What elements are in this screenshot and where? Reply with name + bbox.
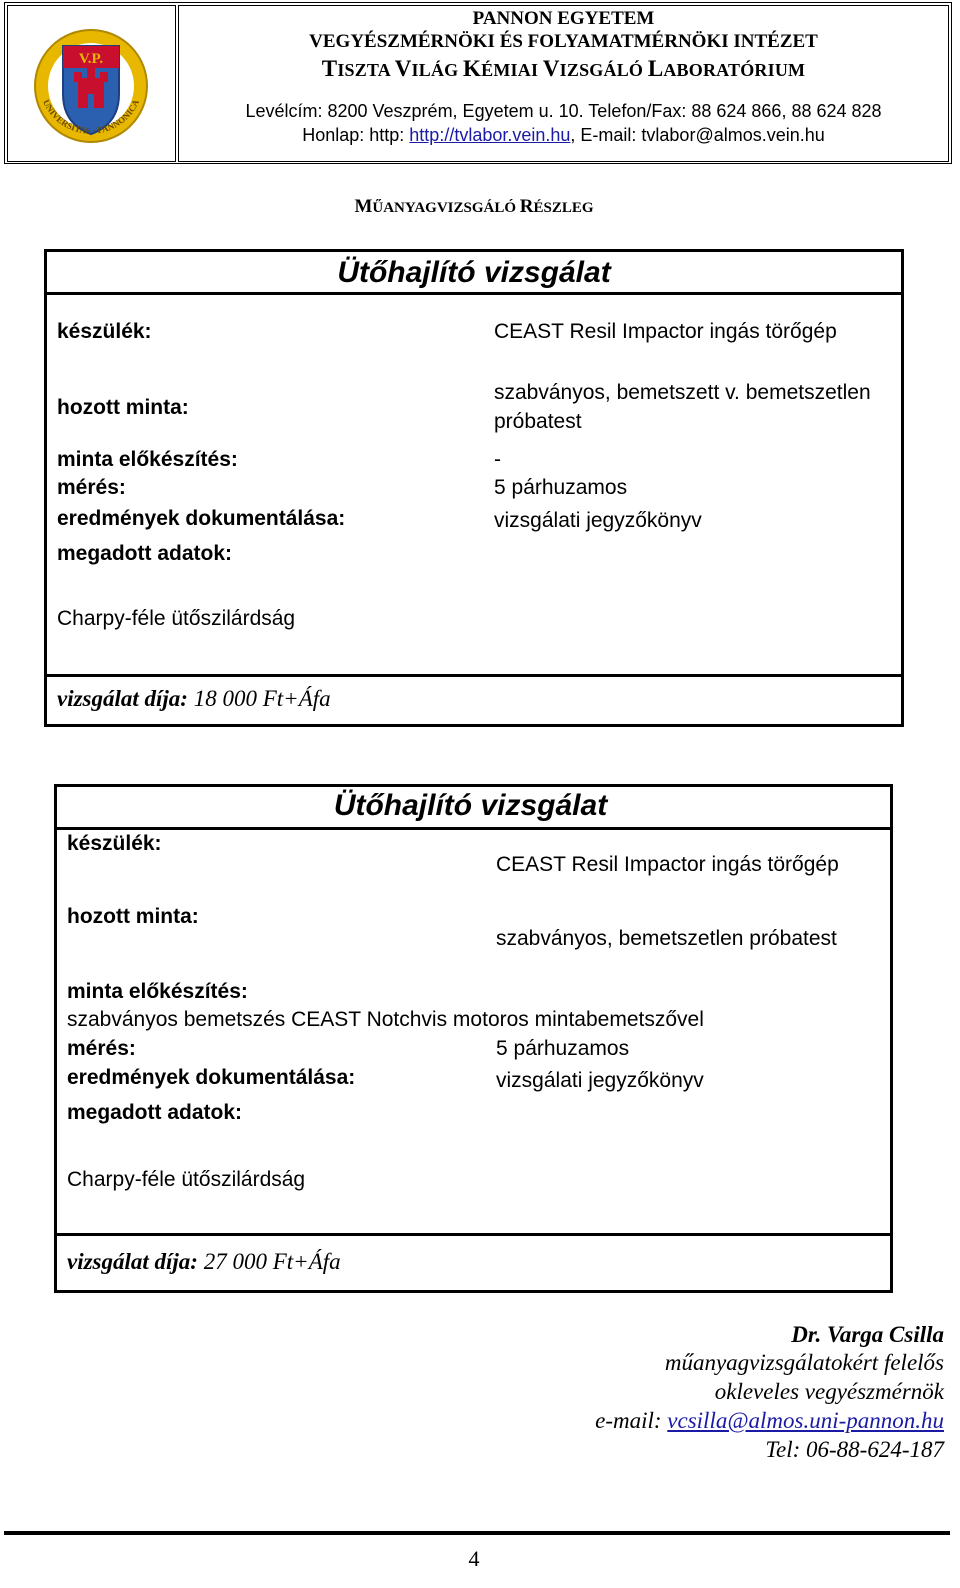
institute-name: VEGYÉSZMÉRNÖKI ÉS FOLYAMATMÉRNÖKI INTÉZET bbox=[309, 31, 818, 52]
divider bbox=[57, 1233, 890, 1236]
divider bbox=[47, 292, 901, 295]
fee-label: vizsgálat díja: bbox=[57, 686, 188, 711]
homepage-link[interactable]: http://tvlabor.vein.hu bbox=[409, 125, 571, 145]
signatory-phone: Tel: 06-88-624-187 bbox=[765, 1437, 944, 1462]
test-title: Ütőhajlító vizsgálat bbox=[337, 256, 611, 289]
results-label: eredmények dokumentálása: bbox=[67, 1066, 356, 1089]
logo-box bbox=[7, 5, 176, 162]
homepage-line: Honlap: http: http://tvlabor.vein.hu, E-mail: tvlabor@almos.vein.hu bbox=[302, 125, 825, 145]
logo-ring-text: UNIVERSITAS · PANNONICA bbox=[40, 97, 142, 136]
prep-value: - bbox=[494, 448, 501, 471]
prep-value: szabványos bemetszés CEAST Notchvis motoros mintabemetszővel bbox=[67, 1008, 704, 1031]
sample-label: hozott minta: bbox=[67, 905, 199, 928]
fee-value: 18 000 Ft+Áfa bbox=[187, 686, 331, 711]
results-label: eredmények dokumentálása: bbox=[57, 507, 346, 530]
sample-value: szabványos, bemetszetlen próbatest bbox=[496, 927, 837, 950]
device-value: CEAST Resil Impactor ingás törőgép bbox=[494, 320, 837, 343]
measure-value: 5 párhuzamos bbox=[494, 476, 628, 499]
sample-value: szabványos, bemetszett v. bemetszetlen bbox=[494, 381, 871, 404]
sample-label: hozott minta: bbox=[57, 396, 189, 419]
data-value: Charpy-féle ütőszilárdság bbox=[57, 607, 296, 630]
fee-line bbox=[67, 1249, 341, 1275]
prep-label: minta előkészítés: bbox=[57, 448, 238, 471]
page-number: 4 bbox=[468, 1546, 480, 1571]
data-label: megadott adatok: bbox=[57, 542, 233, 565]
fee-value: 27 000 Ft+Áfa bbox=[197, 1249, 341, 1274]
footer-rule bbox=[4, 1531, 950, 1535]
test-title: Ütőhajlító vizsgálat bbox=[333, 789, 608, 822]
data-value: Charpy-féle ütőszilárdság bbox=[67, 1168, 306, 1191]
device-value: CEAST Resil Impactor ingás törőgép bbox=[496, 853, 839, 876]
prep-label: minta előkészítés: bbox=[67, 980, 248, 1003]
measure-value: 5 párhuzamos bbox=[496, 1037, 630, 1060]
measure-label: mérés: bbox=[57, 476, 126, 499]
lab-email: , E-mail: tvlabor@almos.vein.hu bbox=[570, 125, 825, 145]
university-logo bbox=[8, 6, 175, 161]
results-value: vizsgálati jegyzőkönyv bbox=[494, 509, 702, 532]
signatory-name: Dr. Varga Csilla bbox=[791, 1322, 944, 1347]
sample-value-continued: próbatest bbox=[494, 410, 582, 433]
signatory-role: műanyagvizsgálatokért felelős bbox=[664, 1350, 944, 1375]
results-value: vizsgálati jegyzőkönyv bbox=[496, 1069, 704, 1092]
university-name: PANNON EGYETEM bbox=[472, 8, 655, 29]
section-title: MŰANYAGVIZSGÁLÓ RÉSZLEG bbox=[354, 196, 594, 217]
device-label: készülék: bbox=[57, 320, 152, 343]
signatory-title: okleveles vegyészmérnök bbox=[714, 1379, 944, 1404]
divider bbox=[47, 674, 901, 677]
postal-address: Levélcím: 8200 Veszprém, Egyetem u. 10. Telefon/Fax: 88 624 866, 88 624 828 bbox=[245, 101, 882, 121]
logo-letters: V.P. bbox=[78, 51, 104, 67]
measure-label: mérés: bbox=[67, 1037, 136, 1060]
signatory-email-line: e-mail: vcsilla@almos.uni-pannon.hu bbox=[595, 1408, 944, 1433]
lab-name: TISZTA VILÁG KÉMIAI VIZSGÁLÓ LABORATÓRIUM bbox=[321, 56, 806, 81]
data-label: megadott adatok: bbox=[67, 1101, 243, 1124]
signatory-email-link[interactable]: vcsilla@almos.uni-pannon.hu bbox=[667, 1408, 944, 1433]
fee-label: vizsgálat díja: bbox=[67, 1249, 198, 1274]
fee-line bbox=[57, 686, 331, 712]
device-label: készülék: bbox=[67, 832, 162, 855]
divider bbox=[57, 827, 890, 830]
